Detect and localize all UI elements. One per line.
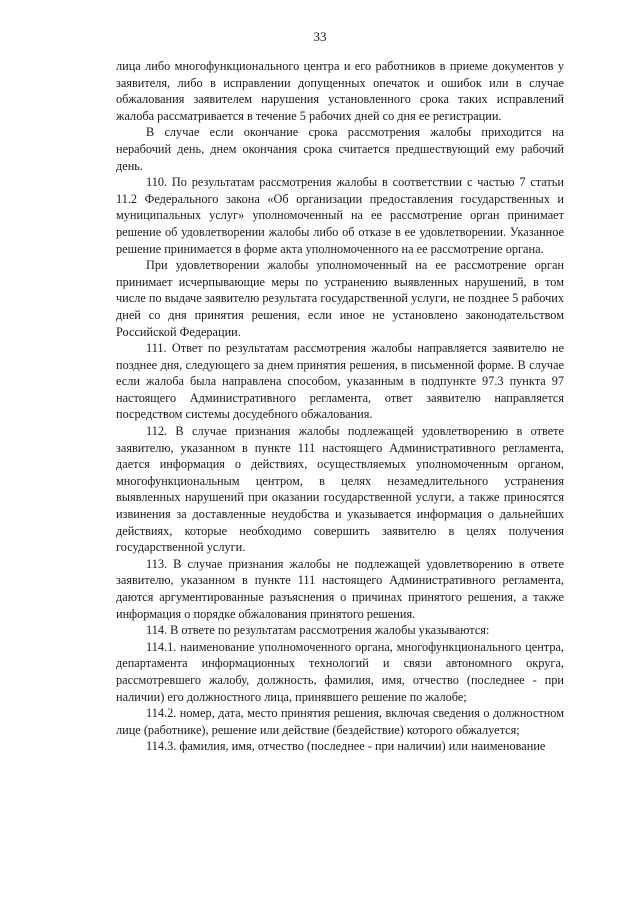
paragraph-113: 113. В случае признания жалобы не подлежащей удовлетворению в ответе заявителю, указанном в пункте 111 настоящего Административного регламента, даются аргументированные разъяснения о причинах принятого решения, а также информация о порядке обжалования принятого решения.: [116, 556, 564, 621]
paragraph-112: 112. В случае признания жалобы подлежащей удовлетворению в ответе заявителю, указанном в пункте 111 настоящего Административного регламента, дается информация о действиях, осуществляемых уполномоченным органом, многофункциональным центром, в целях незамедлительного устранения выявленных нарушений при оказании государственной услуги, а также приносятся извинения за доставленные неудобства и указывается информация о дальнейших действиях, которые необходимо совершить заявителю в целях получения государственной услуги.: [116, 424, 564, 555]
paragraph-114-3: 114.3. фамилия, имя, отчество (последнее - при наличии) или наименование: [146, 739, 546, 754]
paragraph-114-2: 114.2. номер, дата, место принятия решения, включая сведения о должностном лице (работнике), решение или действие (бездействие) которого обжалуется;: [116, 706, 564, 737]
document-body: [116, 58, 564, 755]
paragraph-114-1: 114.1. наименование уполномоченного органа, многофункционального центра, департамента информационных технологий и связи автономного округа, рассмотревшего жалобу, должность, фамилия, имя, отчество (последнее - при наличии) его должностного лица, принявшего решение по жалобе;: [116, 639, 564, 704]
paragraph-111: 111. Ответ по результатам рассмотрения жалобы направляется заявителю не позднее дня, следующего за днем принятия решения, в письменной форме. В случае если жалоба была направлена способом, указанным в подпункте 97.3 пункта 97 настоящего Административного регламента, ответ заявителю направляется посредством системы досудебного обжалования.: [116, 341, 564, 422]
paragraph-continuation: лица либо многофункционального центра и его работников в приеме документов у заявителя, либо в исправлении допущенных опечаток и ошибок или в случае обжалования заявителем нарушения установленного срока таких исправлений жалоба рассматривается в течение 5 рабочих дней со дня ее регистрации.: [116, 59, 564, 123]
paragraph-110-satisfaction: При удовлетворении жалобы уполномоченный на ее рассмотрение орган принимает исчерпывающие меры по устранению выявленных нарушений, в том числе по выдаче заявителю результата государственной услуги, не позднее 5 рабочих дней со дня принятия решения, если иное не установлено законодательством Российской Федерации.: [116, 258, 564, 339]
paragraph-114: 114. В ответе по результатам рассмотрения жалобы указываются:: [146, 623, 490, 638]
paragraph-nonworking-day: В случае если окончание срока рассмотрения жалобы приходится на нерабочий день, днем окончания срока считается предшествующий ему рабочий день.: [116, 125, 564, 173]
page-number: 33: [313, 29, 327, 44]
paragraph-110: 110. По результатам рассмотрения жалобы в соответствии с частью 7 статьи 11.2 Федерального закона «Об организации предоставления государственных и муниципальных услуг» уполномоченный на ее рассмотрение орган принимает решение об удовлетворении жалобы либо об отказе в ее удовлетворении. Указанное решение принимается в форме акта уполномоченного на ее рассмотрение органа.: [116, 175, 564, 256]
